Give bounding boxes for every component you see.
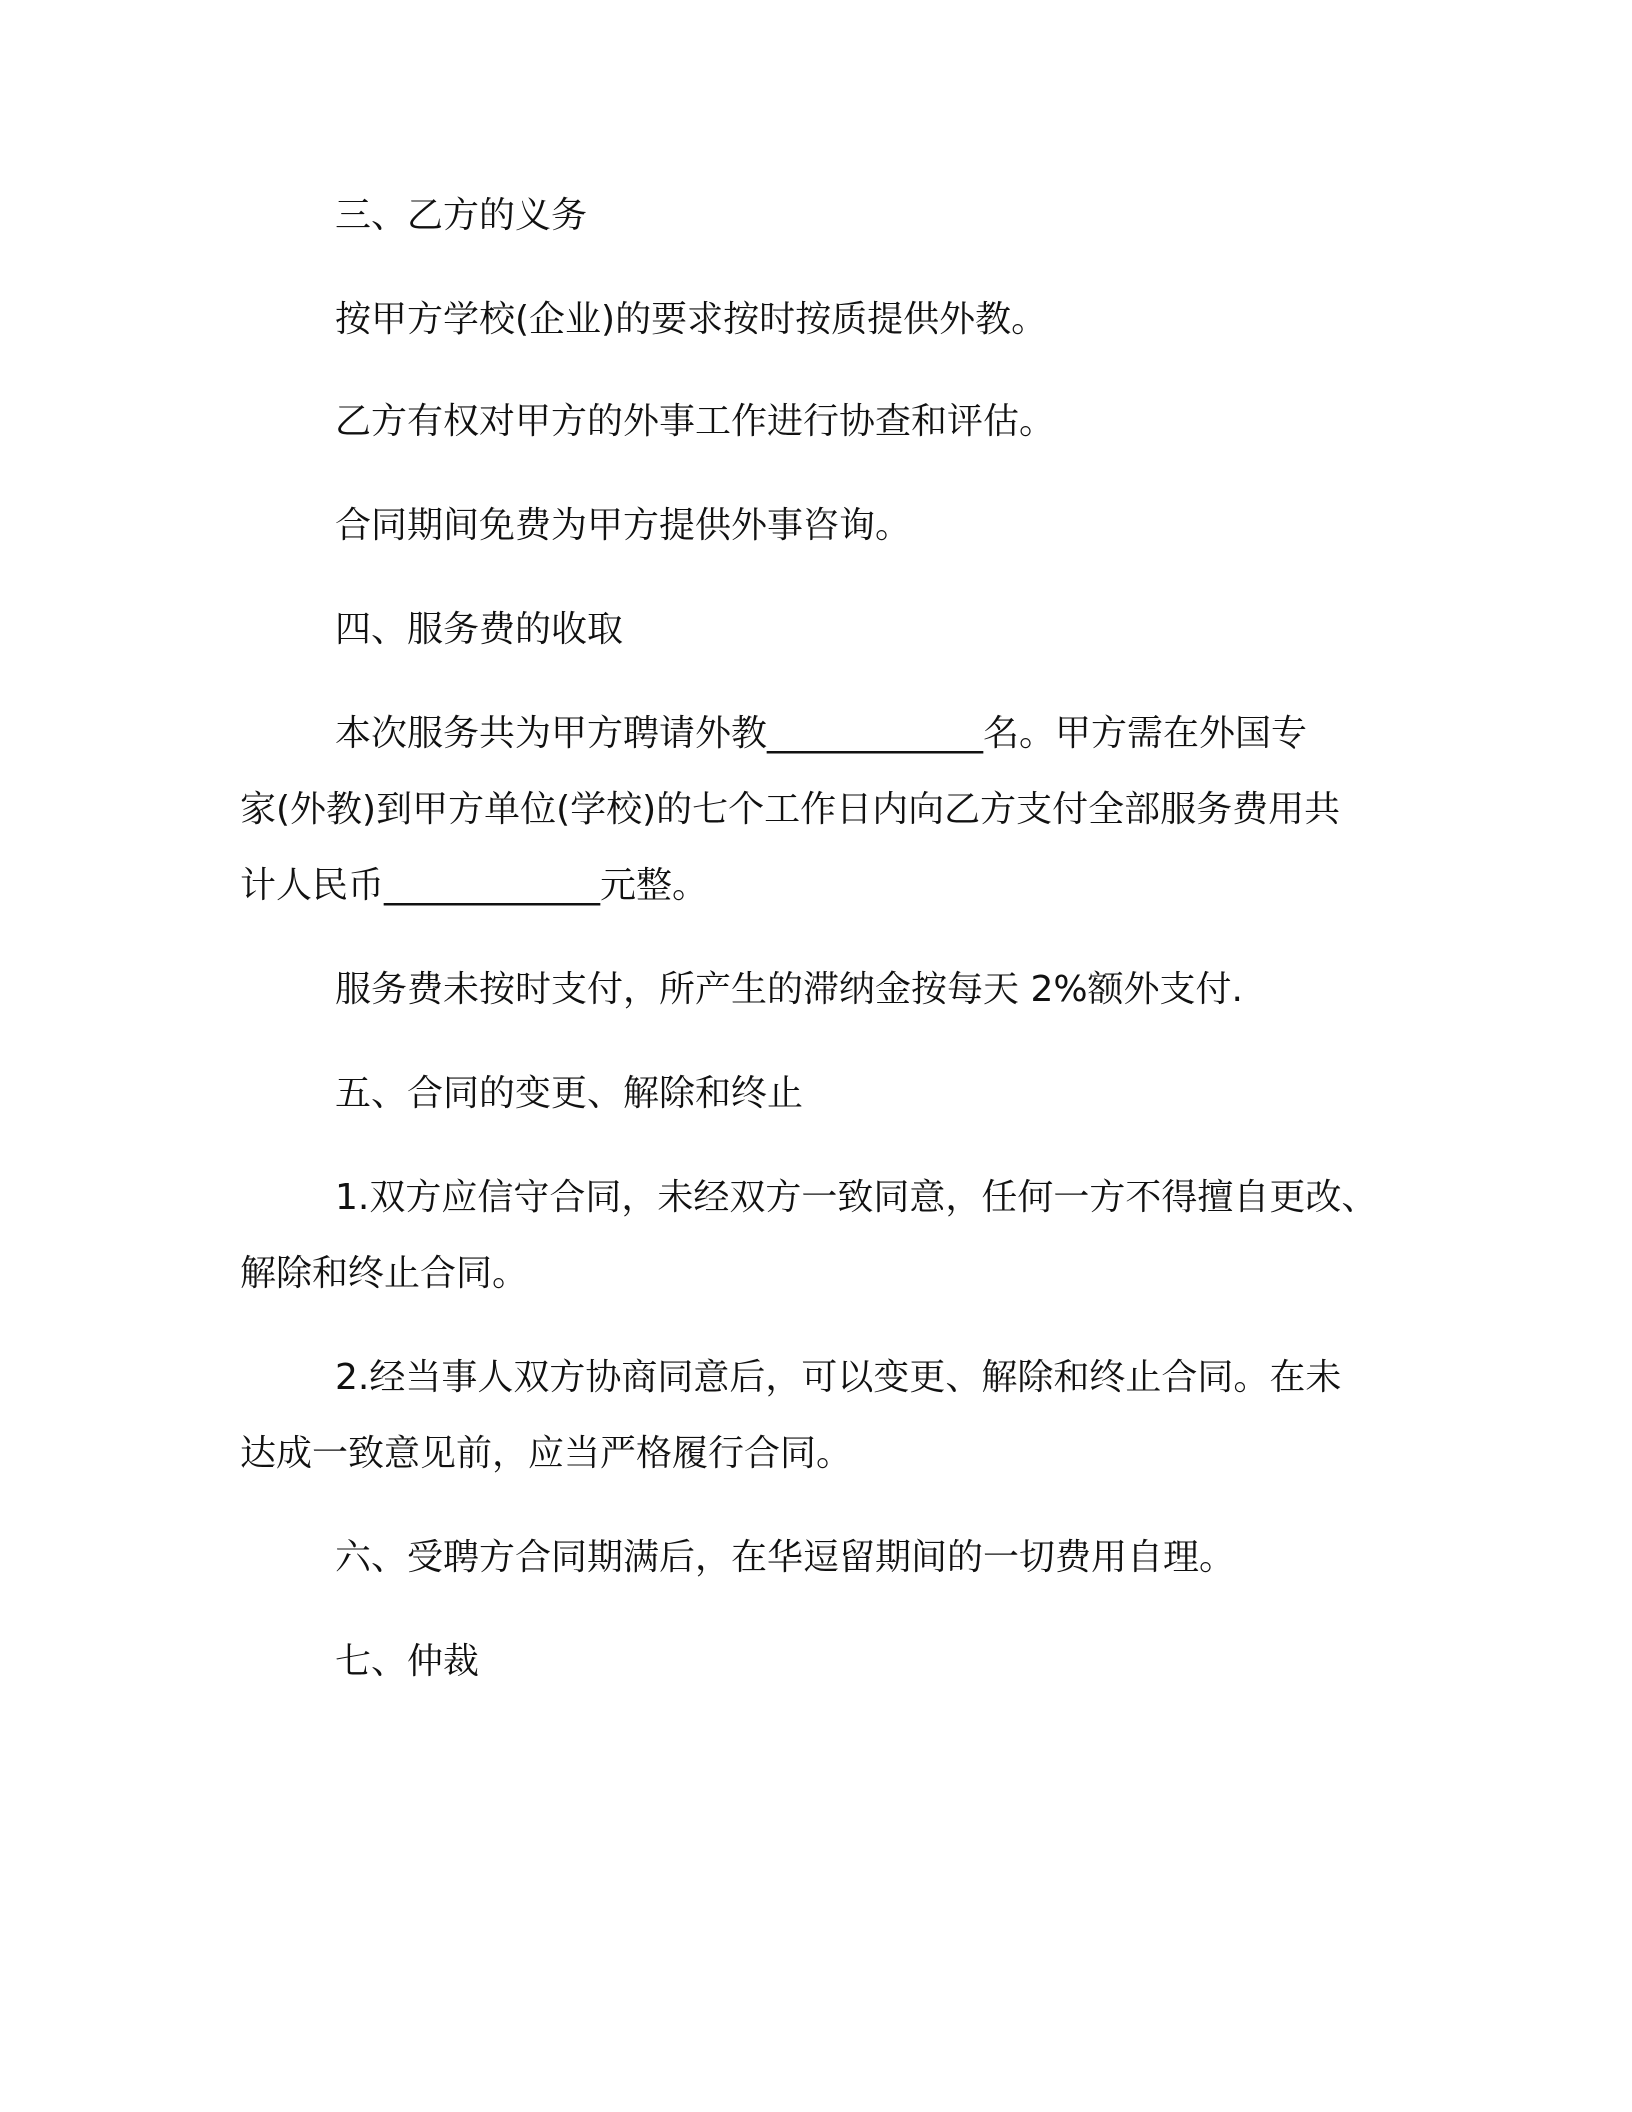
section-heading-contract-changes: 五、合同的变更、解除和终止: [335, 1073, 804, 1114]
paragraph-provide-teachers: 按甲方学校(企业)的要求按时按质提供外教。: [335, 299, 1048, 340]
paragraph-clause-2-line-1: 2.经当事人双方协商同意后，可以变更、解除和终止合同。在未: [335, 1357, 1342, 1398]
section-heading-service-fee: 四、服务费的收取: [335, 609, 624, 650]
paragraph-clause-2-line-2: 达成一致意见前，应当严格履行合同。: [240, 1433, 853, 1474]
paragraph-fee-line-2: 家(外教)到甲方单位(学校)的七个工作日内向乙方支付全部服务费用共: [240, 789, 1341, 830]
paragraph-late-fee: 服务费未按时支付，所产生的滞纳金按每天 2%额外支付.: [335, 969, 1243, 1010]
paragraph-clause-1-line-2: 解除和终止合同。: [240, 1253, 529, 1294]
paragraph-fee-line-1: 本次服务共为甲方聘请外教____________名。甲方需在外国专: [335, 713, 1308, 754]
section-heading-expenses: 六、受聘方合同期满后，在华逗留期间的一切费用自理。: [335, 1537, 1236, 1578]
paragraph-fee-line-3: 计人民币____________元整。: [240, 865, 709, 906]
paragraph-audit-rights: 乙方有权对甲方的外事工作进行协查和评估。: [335, 401, 1056, 442]
paragraph-clause-1-line-1: 1.双方应信守合同，未经双方一致同意，任何一方不得擅自更改、: [335, 1177, 1378, 1218]
section-heading-obligations-party-b: 三、乙方的义务: [335, 195, 588, 236]
section-heading-arbitration: 七、仲裁: [335, 1641, 480, 1682]
paragraph-free-consulting: 合同期间免费为甲方提供外事咨询。: [335, 505, 912, 546]
